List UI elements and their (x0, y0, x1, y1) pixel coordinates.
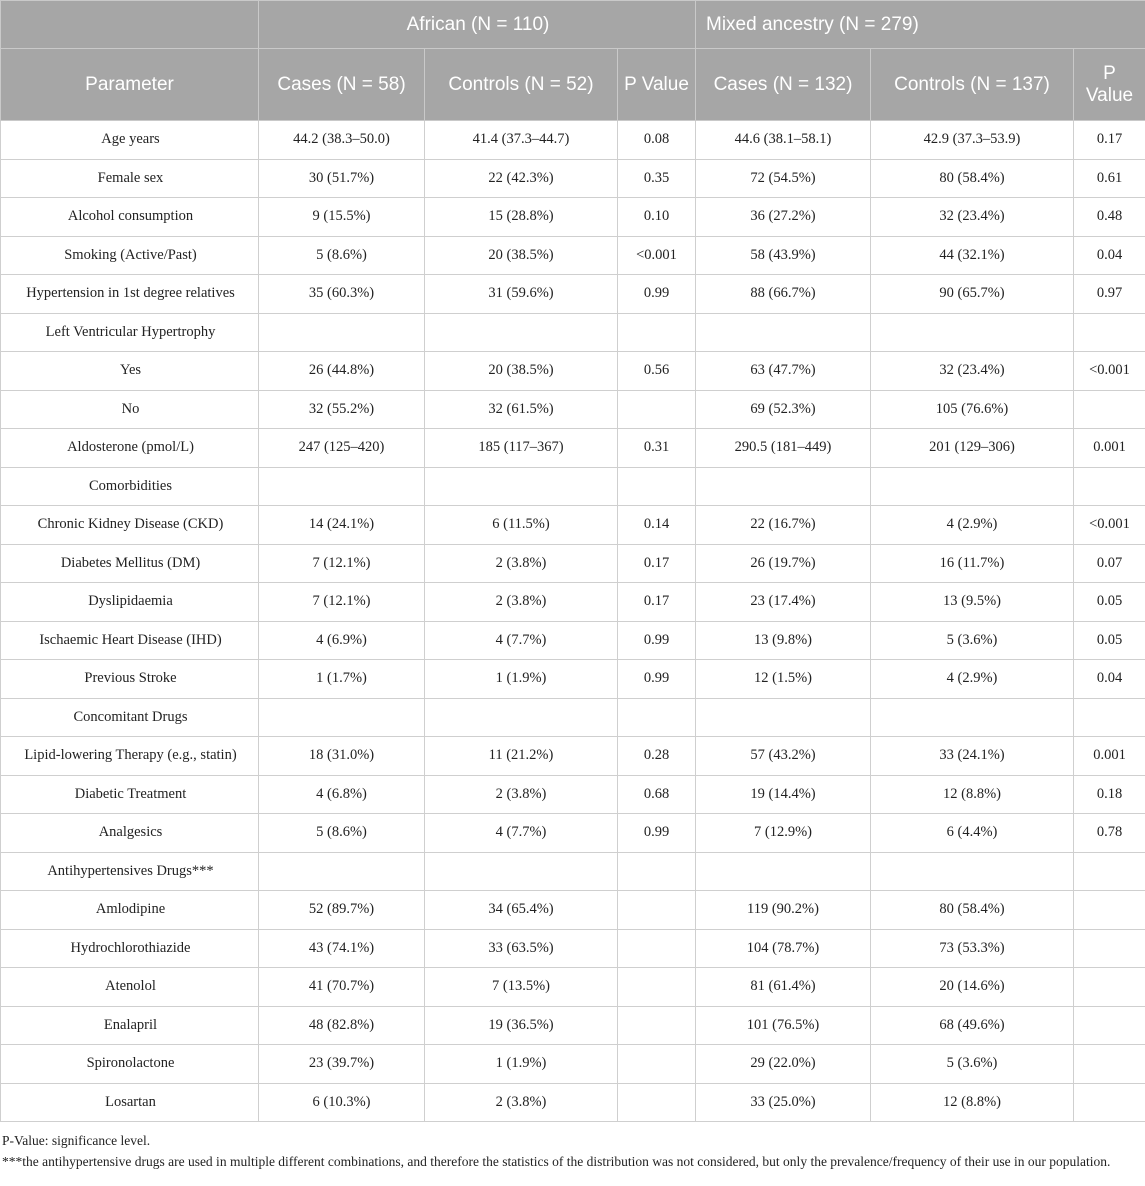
table-cell: 0.05 (1074, 621, 1145, 660)
table-cell: 44.6 (38.1–58.1) (696, 121, 871, 160)
table-cell: 41 (70.7%) (259, 968, 425, 1007)
table-row (1, 1045, 1145, 1084)
table-cell (618, 390, 696, 429)
table-row (1, 621, 1145, 660)
row-parameter-cell: Hypertension in 1st degree relatives (1, 275, 259, 314)
table-row (1, 544, 1145, 583)
table-cell: 32 (23.4%) (871, 352, 1074, 391)
table-row (1, 891, 1145, 930)
table-cell: 7 (12.1%) (259, 583, 425, 622)
table-row (1, 275, 1145, 314)
group-header-mixed: Mixed ancestry (N = 279) (696, 1, 1145, 49)
table-row (1, 929, 1145, 968)
table-cell (871, 467, 1074, 506)
table-cell: 105 (76.6%) (871, 390, 1074, 429)
table-cell: 0.001 (1074, 737, 1145, 776)
table-cell: 32 (61.5%) (425, 390, 618, 429)
table-cell: 0.61 (1074, 159, 1145, 198)
table-cell: 16 (11.7%) (871, 544, 1074, 583)
column-header: P Value (618, 49, 696, 121)
table-cell: 35 (60.3%) (259, 275, 425, 314)
table-row (1, 506, 1145, 545)
table-cell: 52 (89.7%) (259, 891, 425, 930)
table-cell: 0.31 (618, 429, 696, 468)
row-parameter-cell: Lipid-lowering Therapy (e.g., statin) (1, 737, 259, 776)
table-cell: 23 (39.7%) (259, 1045, 425, 1084)
table-cell (1074, 313, 1145, 352)
table-cell: 0.99 (618, 275, 696, 314)
column-header: Controls (N = 137) (871, 49, 1074, 121)
table-cell (1074, 852, 1145, 891)
table-cell: 2 (3.8%) (425, 583, 618, 622)
column-header: Parameter (1, 49, 259, 121)
table-cell: 68 (49.6%) (871, 1006, 1074, 1045)
table-cell: 0.10 (618, 198, 696, 237)
table-cell (259, 313, 425, 352)
row-parameter-cell: Diabetic Treatment (1, 775, 259, 814)
table-cell (259, 467, 425, 506)
table-cell (425, 313, 618, 352)
table-cell: 0.99 (618, 814, 696, 853)
table-cell: 12 (8.8%) (871, 1083, 1074, 1122)
table-cell: 19 (14.4%) (696, 775, 871, 814)
table-cell: 26 (19.7%) (696, 544, 871, 583)
table-cell: 48 (82.8%) (259, 1006, 425, 1045)
table-cell (618, 891, 696, 930)
table-cell (1074, 968, 1145, 1007)
table-row (1, 814, 1145, 853)
table-cell (871, 852, 1074, 891)
table-cell: 6 (11.5%) (425, 506, 618, 545)
table-cell (696, 467, 871, 506)
table-row (1, 236, 1145, 275)
table-cell: 0.05 (1074, 583, 1145, 622)
table-cell: 290.5 (181–449) (696, 429, 871, 468)
table-cell: 0.35 (618, 159, 696, 198)
group-header-african: African (N = 110) (259, 1, 696, 49)
table-cell: 58 (43.9%) (696, 236, 871, 275)
table-cell: 185 (117–367) (425, 429, 618, 468)
table-cell: 44.2 (38.3–50.0) (259, 121, 425, 160)
table-cell (696, 852, 871, 891)
table-cell: 1 (1.7%) (259, 660, 425, 699)
table-cell (1074, 1006, 1145, 1045)
table-cell: 23 (17.4%) (696, 583, 871, 622)
row-parameter-cell: Comorbidities (1, 467, 259, 506)
table-cell (618, 852, 696, 891)
table-row (1, 775, 1145, 814)
table-cell: 42.9 (37.3–53.9) (871, 121, 1074, 160)
table-row (1, 198, 1145, 237)
table-cell: 7 (13.5%) (425, 968, 618, 1007)
row-parameter-cell: Ischaemic Heart Disease (IHD) (1, 621, 259, 660)
table-cell: 13 (9.5%) (871, 583, 1074, 622)
table-cell (1074, 390, 1145, 429)
row-parameter-cell: Yes (1, 352, 259, 391)
table-cell: 41.4 (37.3–44.7) (425, 121, 618, 160)
table-cell: 4 (2.9%) (871, 506, 1074, 545)
group-header-blank (1, 1, 259, 49)
table-cell: 5 (3.6%) (871, 1045, 1074, 1084)
table-cell (425, 467, 618, 506)
table-cell: 18 (31.0%) (259, 737, 425, 776)
table-cell (618, 1006, 696, 1045)
column-header: P Value (1074, 49, 1145, 121)
table-cell: 11 (21.2%) (425, 737, 618, 776)
row-parameter-cell: Dyslipidaemia (1, 583, 259, 622)
table-cell: 5 (8.6%) (259, 236, 425, 275)
table-cell (259, 852, 425, 891)
table-cell: 0.99 (618, 621, 696, 660)
table-cell: 2 (3.8%) (425, 544, 618, 583)
row-parameter-cell: Diabetes Mellitus (DM) (1, 544, 259, 583)
row-parameter-cell: Left Ventricular Hypertrophy (1, 313, 259, 352)
column-header: Cases (N = 58) (259, 49, 425, 121)
table-cell (618, 1083, 696, 1122)
table-cell (1074, 891, 1145, 930)
table-cell: 0.07 (1074, 544, 1145, 583)
table-row (1, 159, 1145, 198)
table-cell: 5 (3.6%) (871, 621, 1074, 660)
table-cell: 26 (44.8%) (259, 352, 425, 391)
table-cell: 15 (28.8%) (425, 198, 618, 237)
table-cell: 201 (129–306) (871, 429, 1074, 468)
table-cell: 4 (6.9%) (259, 621, 425, 660)
table-cell: 0.17 (618, 583, 696, 622)
table-cell (1074, 698, 1145, 737)
table-footnotes (0, 1122, 1145, 1172)
row-parameter-cell: Previous Stroke (1, 660, 259, 699)
table-cell: 80 (58.4%) (871, 159, 1074, 198)
row-parameter-cell: Age years (1, 121, 259, 160)
table-cell: 4 (7.7%) (425, 814, 618, 853)
table-cell (871, 698, 1074, 737)
row-parameter-cell: Antihypertensives Drugs*** (1, 852, 259, 891)
table-cell: 0.08 (618, 121, 696, 160)
table-cell: 4 (6.8%) (259, 775, 425, 814)
table-cell (1074, 1045, 1145, 1084)
table-cell: 20 (38.5%) (425, 236, 618, 275)
table-cell: 7 (12.9%) (696, 814, 871, 853)
table-cell: 33 (24.1%) (871, 737, 1074, 776)
column-header-row (1, 49, 1145, 121)
table-cell: 4 (2.9%) (871, 660, 1074, 699)
table-cell (1074, 467, 1145, 506)
row-parameter-cell: Losartan (1, 1083, 259, 1122)
table-cell: <0.001 (618, 236, 696, 275)
table-cell: 20 (38.5%) (425, 352, 618, 391)
row-parameter-cell: Analgesics (1, 814, 259, 853)
table-cell: 88 (66.7%) (696, 275, 871, 314)
table-cell: 0.17 (1074, 121, 1145, 160)
row-parameter-cell: Hydrochlorothiazide (1, 929, 259, 968)
table-row (1, 390, 1145, 429)
row-parameter-cell: Aldosterone (pmol/L) (1, 429, 259, 468)
table-cell: 101 (76.5%) (696, 1006, 871, 1045)
table-cell (696, 698, 871, 737)
table-row (1, 698, 1145, 737)
row-parameter-cell: Concomitant Drugs (1, 698, 259, 737)
row-parameter-cell: Amlodipine (1, 891, 259, 930)
table-row (1, 467, 1145, 506)
table-row (1, 429, 1145, 468)
table-cell: 9 (15.5%) (259, 198, 425, 237)
table-cell (871, 313, 1074, 352)
footnote-pvalue: P-Value: significance level. (2, 1133, 151, 1148)
table-cell: 0.78 (1074, 814, 1145, 853)
table-cell: 20 (14.6%) (871, 968, 1074, 1007)
table-cell: 43 (74.1%) (259, 929, 425, 968)
row-parameter-cell: Chronic Kidney Disease (CKD) (1, 506, 259, 545)
table-cell (618, 467, 696, 506)
table-cell: 29 (22.0%) (696, 1045, 871, 1084)
table-cell: 2 (3.8%) (425, 775, 618, 814)
table-row (1, 1006, 1145, 1045)
table-cell: 0.56 (618, 352, 696, 391)
table-cell: 0.17 (618, 544, 696, 583)
table-cell: 34 (65.4%) (425, 891, 618, 930)
table-cell: 6 (10.3%) (259, 1083, 425, 1122)
table-cell: 5 (8.6%) (259, 814, 425, 853)
table-cell: 30 (51.7%) (259, 159, 425, 198)
table-cell (696, 313, 871, 352)
table-cell (1074, 929, 1145, 968)
table-cell (618, 313, 696, 352)
table-cell: 19 (36.5%) (425, 1006, 618, 1045)
table-cell: 0.001 (1074, 429, 1145, 468)
table-cell: 0.28 (618, 737, 696, 776)
table-cell: 36 (27.2%) (696, 198, 871, 237)
table-row (1, 1083, 1145, 1122)
table-cell: 0.14 (618, 506, 696, 545)
table-cell: 57 (43.2%) (696, 737, 871, 776)
row-parameter-cell: No (1, 390, 259, 429)
table-cell (425, 852, 618, 891)
table-cell: 80 (58.4%) (871, 891, 1074, 930)
table-cell: 33 (25.0%) (696, 1083, 871, 1122)
table-cell: 81 (61.4%) (696, 968, 871, 1007)
table-cell: 0.04 (1074, 236, 1145, 275)
table-cell: 0.97 (1074, 275, 1145, 314)
table-cell: 1 (1.9%) (425, 660, 618, 699)
column-header: Cases (N = 132) (696, 49, 871, 121)
group-header-row (1, 1, 1145, 49)
row-parameter-cell: Female sex (1, 159, 259, 198)
table-cell: <0.001 (1074, 352, 1145, 391)
table-cell: 4 (7.7%) (425, 621, 618, 660)
table-cell: 90 (65.7%) (871, 275, 1074, 314)
table-cell (1074, 1083, 1145, 1122)
row-parameter-cell: Smoking (Active/Past) (1, 236, 259, 275)
table-body (1, 121, 1145, 1122)
table-row (1, 583, 1145, 622)
table-row (1, 660, 1145, 699)
table-cell: 247 (125–420) (259, 429, 425, 468)
table-cell: 72 (54.5%) (696, 159, 871, 198)
table-cell: 73 (53.3%) (871, 929, 1074, 968)
table-cell: 104 (78.7%) (696, 929, 871, 968)
row-parameter-cell: Spironolactone (1, 1045, 259, 1084)
table-row (1, 852, 1145, 891)
table-cell: 69 (52.3%) (696, 390, 871, 429)
row-parameter-cell: Enalapril (1, 1006, 259, 1045)
table-cell: 22 (16.7%) (696, 506, 871, 545)
row-parameter-cell: Atenolol (1, 968, 259, 1007)
row-parameter-cell: Alcohol consumption (1, 198, 259, 237)
table-row (1, 968, 1145, 1007)
table-cell: 0.99 (618, 660, 696, 699)
table-cell (618, 929, 696, 968)
table-cell (618, 1045, 696, 1084)
table-cell: 14 (24.1%) (259, 506, 425, 545)
column-header: Controls (N = 52) (425, 49, 618, 121)
table-cell: 12 (8.8%) (871, 775, 1074, 814)
table-cell: 33 (63.5%) (425, 929, 618, 968)
table-cell: 2 (3.8%) (425, 1083, 618, 1122)
table-cell (259, 698, 425, 737)
footnote-drugs: ***the antihypertensive drugs are used in multiple different combinations, and therefore the statistics of the distribution was not considered, but only the prevalence/frequency of their use in our population. (2, 1154, 1111, 1169)
table-cell: 6 (4.4%) (871, 814, 1074, 853)
table-cell (618, 698, 696, 737)
table-cell: 44 (32.1%) (871, 236, 1074, 275)
table-cell: 0.18 (1074, 775, 1145, 814)
table-cell: 0.04 (1074, 660, 1145, 699)
table-cell: 119 (90.2%) (696, 891, 871, 930)
table-row (1, 352, 1145, 391)
table-cell: 0.48 (1074, 198, 1145, 237)
table-row (1, 121, 1145, 160)
table-cell (618, 968, 696, 1007)
table-cell: 13 (9.8%) (696, 621, 871, 660)
table-cell: 1 (1.9%) (425, 1045, 618, 1084)
table-cell: 32 (23.4%) (871, 198, 1074, 237)
table-cell: <0.001 (1074, 506, 1145, 545)
table-cell: 12 (1.5%) (696, 660, 871, 699)
table-cell: 7 (12.1%) (259, 544, 425, 583)
table-cell: 63 (47.7%) (696, 352, 871, 391)
table-cell: 22 (42.3%) (425, 159, 618, 198)
table-cell: 32 (55.2%) (259, 390, 425, 429)
table-row (1, 737, 1145, 776)
table-cell (425, 698, 618, 737)
table-cell: 31 (59.6%) (425, 275, 618, 314)
table-row (1, 313, 1145, 352)
table-cell: 0.68 (618, 775, 696, 814)
